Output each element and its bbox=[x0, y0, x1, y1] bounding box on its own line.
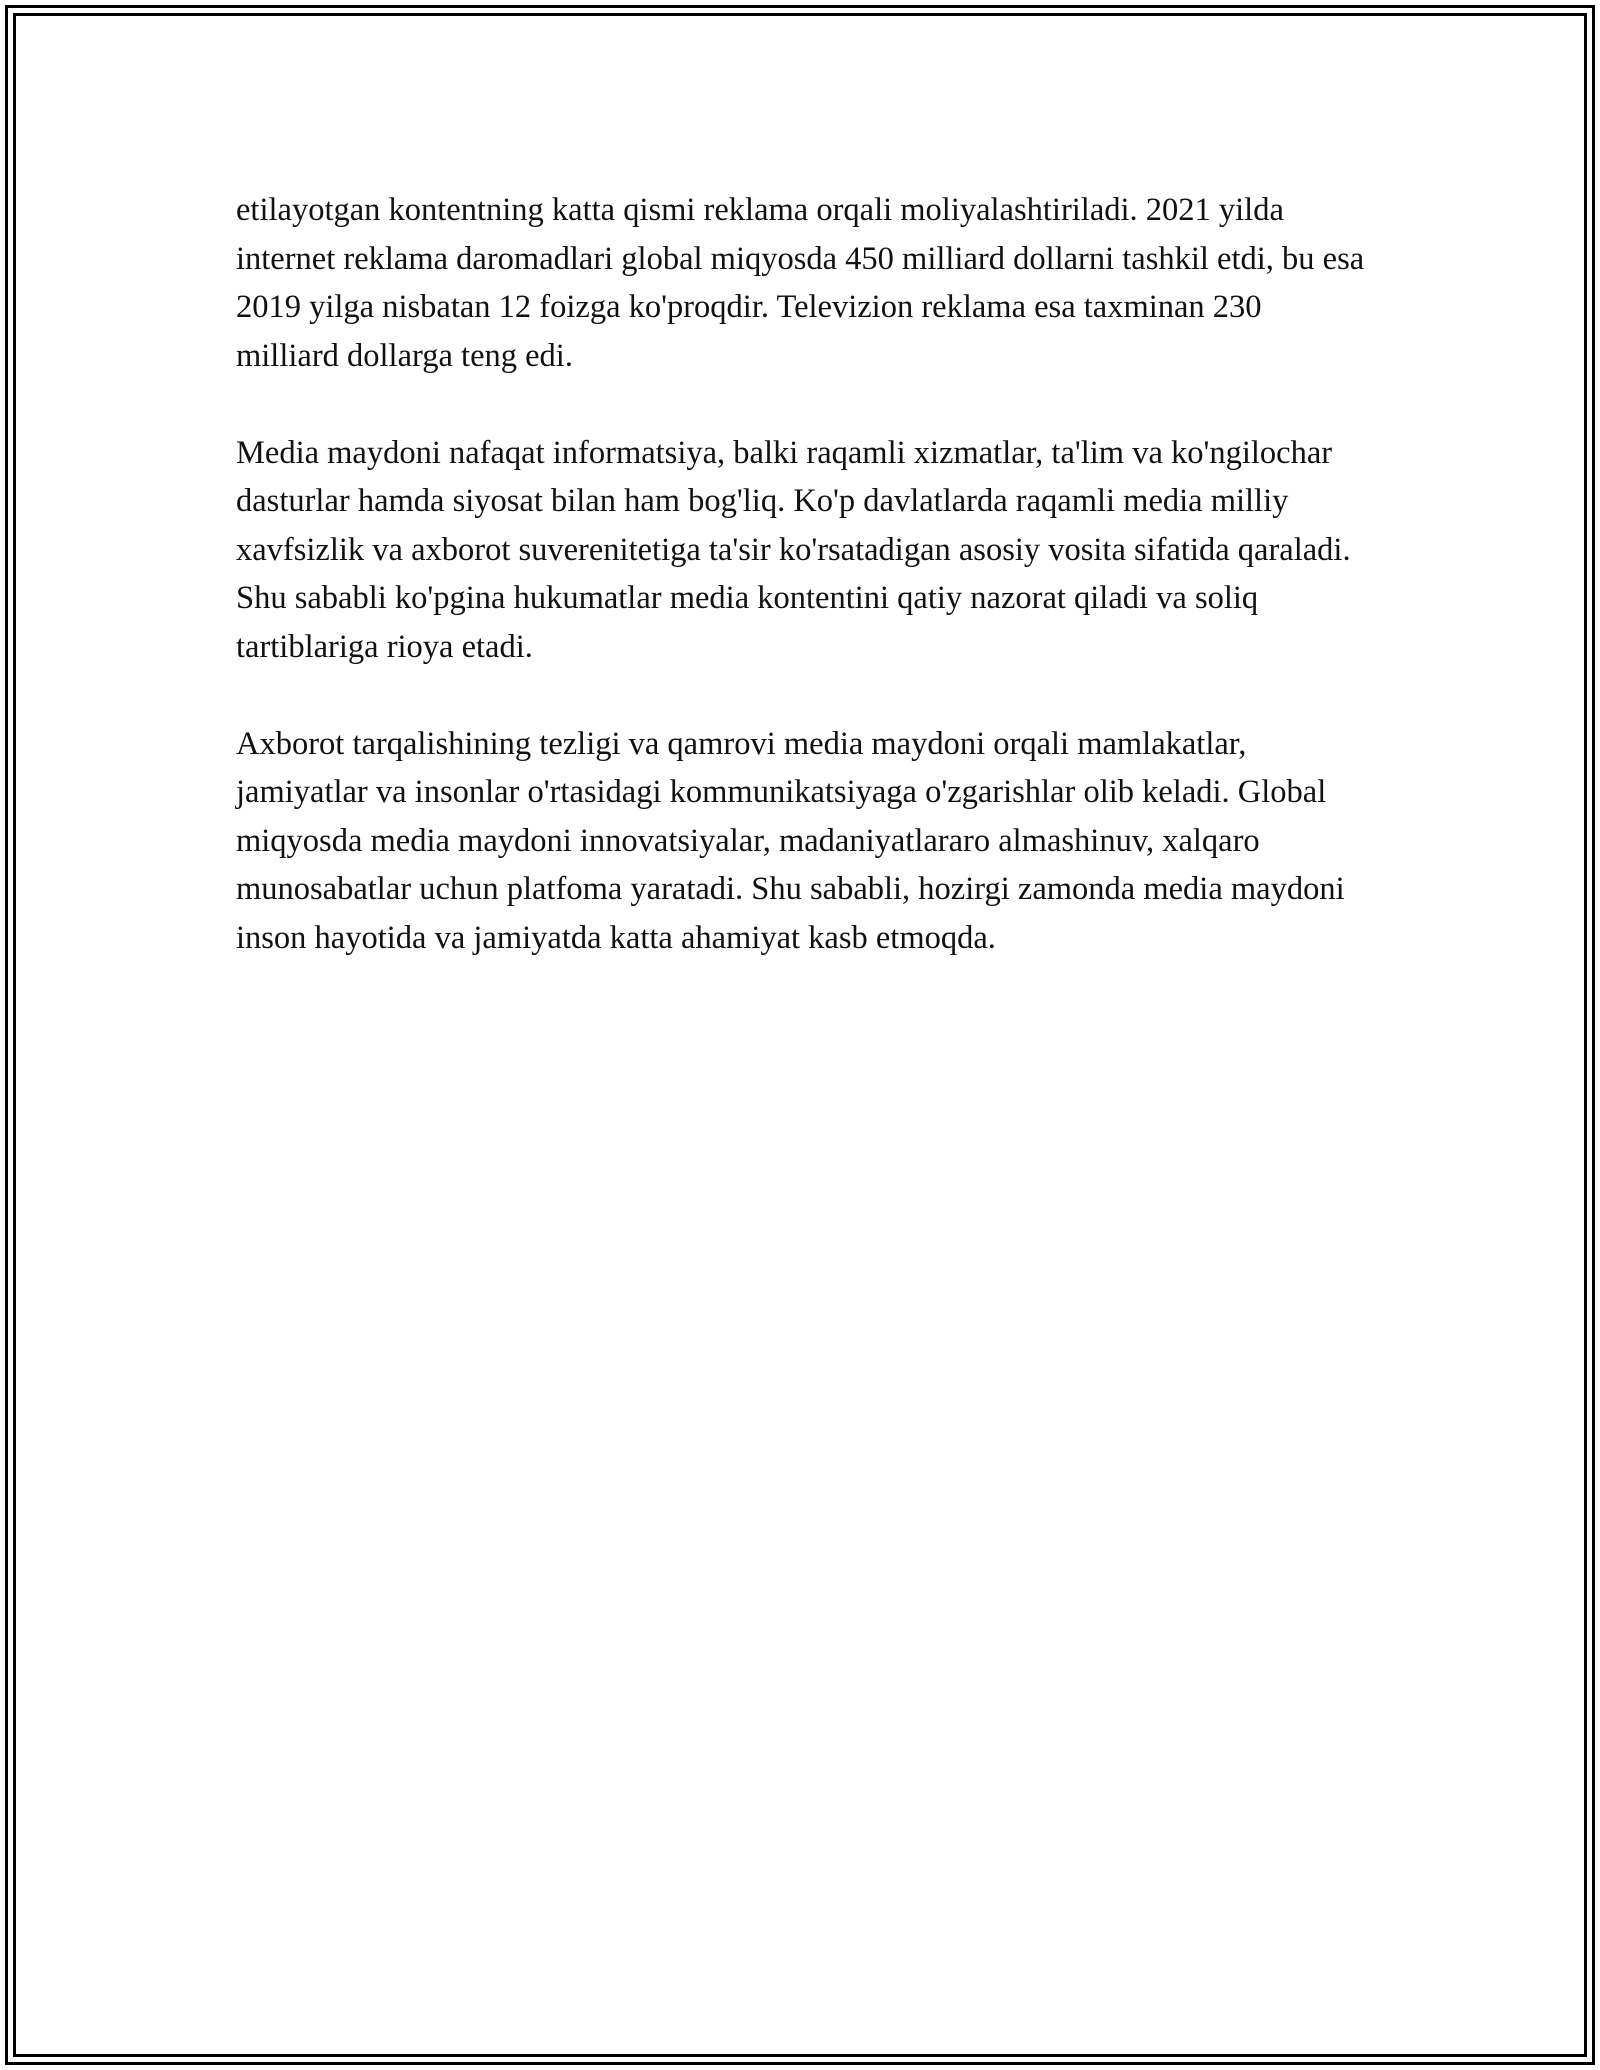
paragraph-information-spread: Axborot tarqalishining tezligi va qamrovi media maydoni orqali mamlakatlar, jamiyatlar va insonlar o'rtasidagi kommunikatsiyaga o'zgarishlar olib keladi. Global miqyosda media maydoni innovatsiyalar, madaniyatlararo almashinuv, xalqaro munosabatlar uchun platfoma yaratadi. Shu sababli, hozirgi zamonda media maydoni inson hayotida va jamiyatda katta ahamiyat kasb etmoqda. bbox=[236, 725, 1345, 956]
paragraph-media-space-policy: Media maydoni nafaqat informatsiya, balki raqamli xizmatlar, ta'lim va ko'ngilochar dasturlar hamda siyosat bilan ham bog'liq. Ko'p davlatlarda raqamli media milliy xavfsizlik va axborot suverenitetiga ta'sir ko'rsatadigan asosiy vosita sifatida qaraladi. Shu sababli ko'pgina hukumatlar media kontentini qatiy nazorat qiladi va soliq tartiblariga rioya etadi. bbox=[236, 434, 1351, 665]
paragraph-advertising-revenue: etilayotgan kontentning katta qismi reklama orqali moliyalashtiriladi. 2021 yilda internet reklama daromadlari global miqyosda 450 milliard dollarni tashkil etdi, bu esa 2019 yilga nisbatan 12 foizga ko'proqdir. Televizion reklama esa taxminan 230 milliard dollarga teng edi. bbox=[236, 192, 1365, 374]
document-body bbox=[236, 186, 1366, 1011]
